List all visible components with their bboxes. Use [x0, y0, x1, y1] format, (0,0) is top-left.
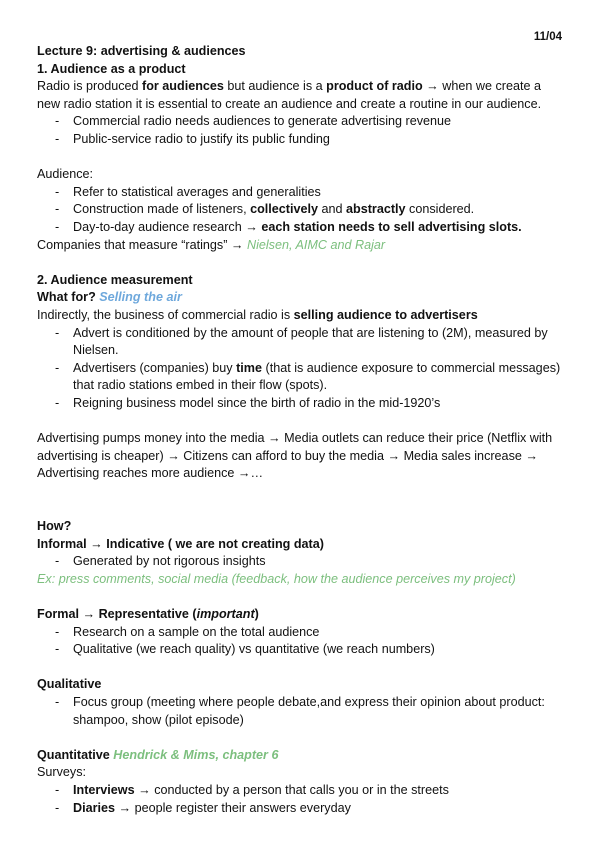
green-reference: Hendrick & Mims, chapter 6 — [113, 747, 279, 762]
text-run: Advertisers (companies) buy — [73, 360, 237, 375]
list-item: - Day-to-day audience research → each station needs to sell advertising slots. — [55, 219, 522, 234]
section-2-heading: 2. Audience measurement — [37, 272, 193, 287]
list-item-text: Qualitative (we reach quality) vs quantitative (we reach numbers) — [73, 642, 435, 657]
bold-run: What for? — [37, 290, 100, 305]
section-1-heading: 1. Audience as a product — [37, 61, 186, 76]
informal-example: Ex: press comments, social media (feedback, how the audience perceives my project) — [37, 571, 516, 586]
bold-run: time — [236, 360, 262, 375]
bold-run: for audiences — [142, 79, 224, 94]
formal-heading — [37, 606, 565, 624]
text-run: Radio is produced — [37, 79, 143, 94]
list-item-text: Focus group (meeting where people debate,and express their opinion about product: shampoo, show (pilot episode) — [73, 694, 545, 727]
list-item-text: Commercial radio needs audiences to generate advertising revenue — [73, 114, 452, 129]
list-item-text: Reigning business model since the birth of radio in the mid-1920’s — [73, 395, 441, 410]
list-item: - Refer to statistical averages and generalities — [55, 184, 321, 199]
bold-run: product of radio — [326, 79, 423, 94]
text-run: → when we create a new radio station it is essential to create an audience and create a routine in our audience. — [37, 79, 542, 111]
pumps-paragraph: Advertising pumps money into the media → Media outlets can reduce their price (Netflix with advertising is cheaper) → Citizens can afford to buy the media → Media sales increase → Advertising reaches more audience →… — [37, 431, 553, 481]
how-heading: How? — [37, 519, 72, 534]
s1-list — [37, 113, 565, 148]
quantitative-heading — [37, 747, 565, 765]
list-item: - Qualitative (we reach quality) vs quantitative (we reach numbers) — [55, 642, 435, 657]
date-label: 11/04 — [533, 31, 562, 43]
informal-heading: Informal → Indicative ( we are not creating data) — [37, 536, 324, 551]
audience-label: Audience: — [37, 167, 94, 182]
bold-run: Diaries — [73, 800, 116, 815]
list-item-text: Advert is conditioned by the amount of people that are listening to (2M), measured by Nielsen. — [73, 325, 548, 358]
bold-run: abstractly — [346, 202, 406, 217]
list-item: - Reigning business model since the birth of radio in the mid-1920’s — [55, 395, 441, 410]
list-item: - Research on a sample on the total audience — [55, 624, 320, 639]
notes-body — [37, 43, 565, 817]
list-item: - Commercial radio needs audiences to generate advertising revenue — [55, 114, 452, 129]
text-run: Formal → Representative ( — [37, 607, 197, 621]
text-run: and — [318, 202, 347, 217]
list-item-text: Public-service radio to justify its public funding — [73, 131, 330, 146]
qualitative-list — [37, 694, 565, 729]
companies-line — [37, 237, 565, 255]
text-run: Indirectly, the business of commercial radio is — [37, 307, 294, 322]
surveys-list — [37, 782, 565, 817]
blue-highlight: Selling the air — [99, 290, 182, 305]
list-item-text: Generated by not rigorous insights — [73, 554, 266, 569]
list-item: - Public-service radio to justify its public funding — [55, 131, 330, 146]
qualitative-heading: Qualitative — [37, 677, 102, 692]
s2-list — [37, 325, 565, 413]
text-run: (that is audience exposure to commercial messages) that radio stations embed in their flow (spots). — [73, 360, 561, 393]
italic-run: important — [196, 607, 255, 621]
text-run: → conducted by a person that calls you or in the streets — [134, 782, 449, 797]
text-run: but audience is a — [223, 79, 327, 94]
text-run: considered. — [405, 202, 475, 217]
bold-run: selling audience to advertisers — [293, 307, 478, 322]
text-run: ) — [254, 607, 259, 621]
bold-run: collectively — [250, 202, 319, 217]
bold-run: Quantitative — [37, 747, 114, 762]
list-item: - Generated by not rigorous insights — [55, 554, 266, 569]
bold-run: each station needs to sell advertising slots. — [261, 219, 522, 234]
text-run: Day-to-day audience research → — [73, 219, 262, 234]
list-item-text: Refer to statistical averages and generalities — [73, 184, 321, 199]
list-item-text: Research on a sample on the total audience — [73, 624, 320, 639]
text-run: Companies that measure “ratings” → — [37, 237, 247, 252]
surveys-label: Surveys: — [37, 765, 86, 780]
formal-list — [37, 624, 565, 659]
s1-paragraph — [37, 78, 565, 113]
list-item: - Focus group (meeting where people debate,and express their opinion about product: shampoo, show (pilot episode) — [55, 694, 545, 727]
text-run: → people register their answers everyday — [115, 800, 351, 815]
s2-paragraph — [37, 307, 565, 325]
lecture-title: Lecture 9: advertising & audiences — [37, 44, 246, 58]
what-for-line — [37, 289, 565, 307]
bold-run: Interviews — [73, 782, 135, 797]
text-run: Construction made of listeners, — [73, 202, 251, 217]
green-reference: Nielsen, AIMC and Rajar — [246, 237, 386, 252]
list-item: - Diaries → people register their answers everyday — [55, 800, 351, 815]
list-item: - Construction made of listeners, collectively and abstractly considered. — [55, 202, 475, 217]
audience-list — [37, 184, 565, 237]
list-item: - Advert is conditioned by the amount of people that are listening to (2M), measured by Nielsen. — [55, 325, 548, 358]
informal-list — [37, 553, 565, 571]
list-item: - Interviews → conducted by a person that calls you or in the streets — [55, 782, 449, 797]
list-item: - Advertisers (companies) buy time (that is audience exposure to commercial messages) that radio stations embed in their flow (spots). — [55, 360, 561, 393]
